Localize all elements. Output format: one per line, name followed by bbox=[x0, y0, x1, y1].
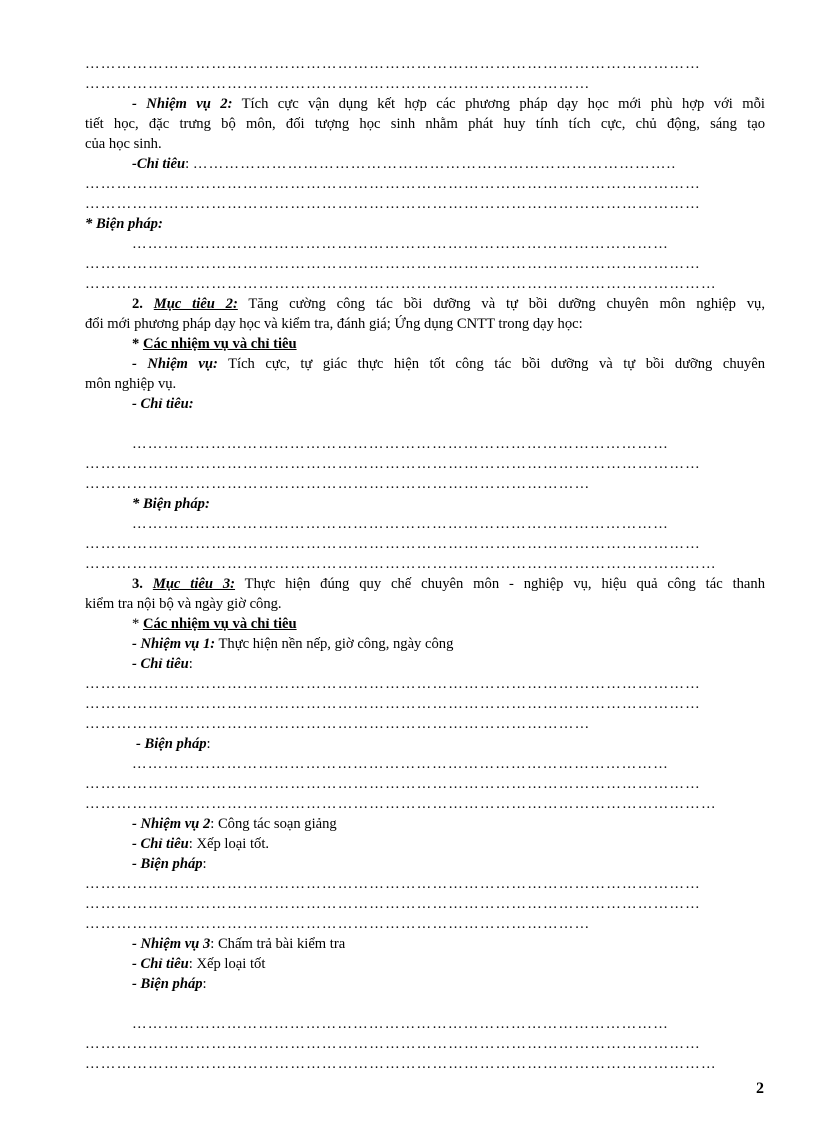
objective-2-label: Mục tiêu 2: bbox=[153, 296, 238, 312]
dotted-line: ………………………………………………………………………………………………………… bbox=[85, 276, 717, 292]
page-number: 2 bbox=[756, 1080, 764, 1097]
measures-heading bbox=[132, 494, 765, 514]
target-2-text: : Xếp loại tốt. bbox=[188, 836, 270, 852]
task-2-text: Tích cực vận dụng kết hợp các phương pháp dạy học mới phù hợp với mỗi bbox=[241, 96, 765, 112]
task-1-line bbox=[132, 634, 765, 654]
measures-2-heading: - Biện pháp: bbox=[132, 856, 207, 872]
target-3-line bbox=[132, 954, 765, 974]
task-2b-text: : Công tác soạn giảng bbox=[210, 816, 337, 832]
target-label: -Chỉ tiêu bbox=[132, 156, 186, 172]
dotted-line: ……………………………………………………………………………………………………… bbox=[85, 896, 701, 912]
measures-label: * Biện pháp: bbox=[132, 496, 210, 512]
dotted-line: ……………………………………………………………………………………………………… bbox=[85, 176, 701, 192]
dotted-line: ………………………………………………………………………………………… bbox=[132, 236, 669, 252]
dotted-line: ……………………………………………………………………………………………………… bbox=[85, 876, 701, 892]
objective-2-text: Tăng cường công tác bồi dưỡng và tự bồi dưỡng chuyên môn nghiệp vụ, bbox=[248, 296, 765, 312]
dotted-line: ………………………………………………………………………………………………………… bbox=[85, 556, 717, 572]
tasks-star: * bbox=[132, 616, 140, 632]
objective-3-line-1 bbox=[132, 574, 765, 594]
dotted-line: …………………………………………………………………………………… bbox=[85, 916, 591, 932]
dotted-line: ……………………………………………………………………………………………………… bbox=[85, 776, 701, 792]
dotted-line: …………………………………………………………………………………… bbox=[85, 716, 591, 732]
dotted-line: ………………………………………………………………………………………… bbox=[132, 436, 669, 452]
dotted-line: ………………………………………………………………………………………… bbox=[132, 756, 669, 772]
objective-3-line-2: kiểm tra nội bộ và ngày giờ công. bbox=[85, 596, 282, 612]
dotted-line: ………………………………………………………………………………………………………… bbox=[85, 1056, 717, 1072]
target-2-line bbox=[132, 834, 765, 854]
dotted-line: ……………………………………………………………………………………………………… bbox=[85, 256, 701, 272]
task-2-line-1 bbox=[132, 94, 765, 114]
task-2b-line bbox=[132, 814, 765, 834]
dotted-fill: ……………………………………………………………………………….. bbox=[192, 156, 677, 172]
task-3-label: - Nhiệm vụ 3 bbox=[132, 936, 211, 952]
task-2-line-3: của học sinh. bbox=[85, 136, 162, 152]
task-3-text: : Chấm trả bài kiểm tra bbox=[210, 936, 346, 952]
objective-2-line-1 bbox=[132, 294, 765, 314]
target-heading bbox=[132, 394, 765, 414]
dotted-line: ………………………………………………………………………………………… bbox=[132, 516, 669, 532]
target-1-heading: - Chỉ tiêu: bbox=[132, 656, 193, 672]
dotted-line: ……………………………………………………………………………………………………… bbox=[85, 456, 701, 472]
target-label: - Chỉ tiêu: bbox=[132, 396, 194, 412]
objective-3-text: Thực hiện đúng quy chế chuyên môn - nghiệp vụ, hiệu quả công tác thanh bbox=[244, 576, 765, 592]
dotted-line: …………………………………………………………………………………… bbox=[85, 476, 591, 492]
measures-heading bbox=[85, 214, 765, 234]
tasks-star: * bbox=[132, 336, 140, 352]
tasks-heading bbox=[132, 614, 765, 634]
dotted-line: ……………………………………………………………………………………………………… bbox=[85, 676, 701, 692]
tasks-heading bbox=[132, 334, 765, 354]
task-1-text: Thực hiện nền nếp, giờ công, ngày công bbox=[218, 636, 454, 652]
task-1-label: - Nhiệm vụ 1: bbox=[132, 636, 216, 652]
objective-3-label: Mục tiêu 3: bbox=[152, 576, 236, 592]
dotted-line: ………………………………………………………………………………………………………… bbox=[85, 796, 717, 812]
task-line-2: môn nghiệp vụ. bbox=[85, 376, 177, 392]
measures-1-label: - Biện pháp bbox=[136, 736, 207, 752]
dotted-line: …………………………………………………………………………………… bbox=[85, 76, 591, 92]
tasks-label: Các nhiệm vụ và chỉ tiêu bbox=[142, 336, 297, 352]
dotted-line: ……………………………………………………………………………………………………… bbox=[85, 1036, 701, 1052]
dotted-line: ……………………………………………………………………………………………………… bbox=[85, 56, 701, 72]
measures-1-heading: - Biện pháp: bbox=[136, 736, 211, 752]
objective-2-line-2: đổi mới phương pháp dạy học và kiểm tra, đánh giá; Ứng dụng CNTT trong dạy học: bbox=[85, 316, 583, 332]
tasks-label: Các nhiệm vụ và chỉ tiêu bbox=[142, 616, 297, 632]
target-3-text: : Xếp loại tốt bbox=[188, 956, 266, 972]
task-2-line-2: tiết học, đặc trưng bộ môn, đối tượng học sinh nhằm phát huy tính tích cực, chủ động, sáng tạo bbox=[85, 116, 765, 132]
measures-3-heading: - Biện pháp: bbox=[132, 976, 207, 992]
target-line: -Chỉ tiêu: ……………………………………………………………………………….. bbox=[132, 156, 677, 172]
measures-label: * Biện pháp: bbox=[85, 216, 163, 232]
target-3-label: - Chỉ tiêu bbox=[132, 956, 189, 972]
objective-3-number: 3. bbox=[132, 576, 143, 592]
dotted-line: ………………………………………………………………………………………… bbox=[132, 1016, 669, 1032]
task-line-1 bbox=[132, 354, 765, 374]
measures-2-label: - Biện pháp bbox=[132, 856, 203, 872]
dotted-line: ……………………………………………………………………………………………………… bbox=[85, 536, 701, 552]
target-1-label: - Chỉ tiêu bbox=[132, 656, 189, 672]
objective-2-number: 2. bbox=[132, 296, 143, 312]
task-label: - Nhiệm vụ: bbox=[132, 356, 218, 372]
task-2b-label: - Nhiệm vụ 2 bbox=[132, 816, 211, 832]
task-2-label: - Nhiệm vụ 2: bbox=[132, 96, 233, 112]
task-3-line bbox=[132, 934, 765, 954]
task-text: Tích cực, tự giác thực hiện tốt công tác bồi dưỡng và tự bồi dưỡng chuyên bbox=[228, 356, 765, 372]
measures-3-label: - Biện pháp bbox=[132, 976, 203, 992]
dotted-line: ……………………………………………………………………………………………………… bbox=[85, 196, 701, 212]
target-2-label: - Chỉ tiêu bbox=[132, 836, 189, 852]
dotted-line: ……………………………………………………………………………………………………… bbox=[85, 696, 701, 712]
